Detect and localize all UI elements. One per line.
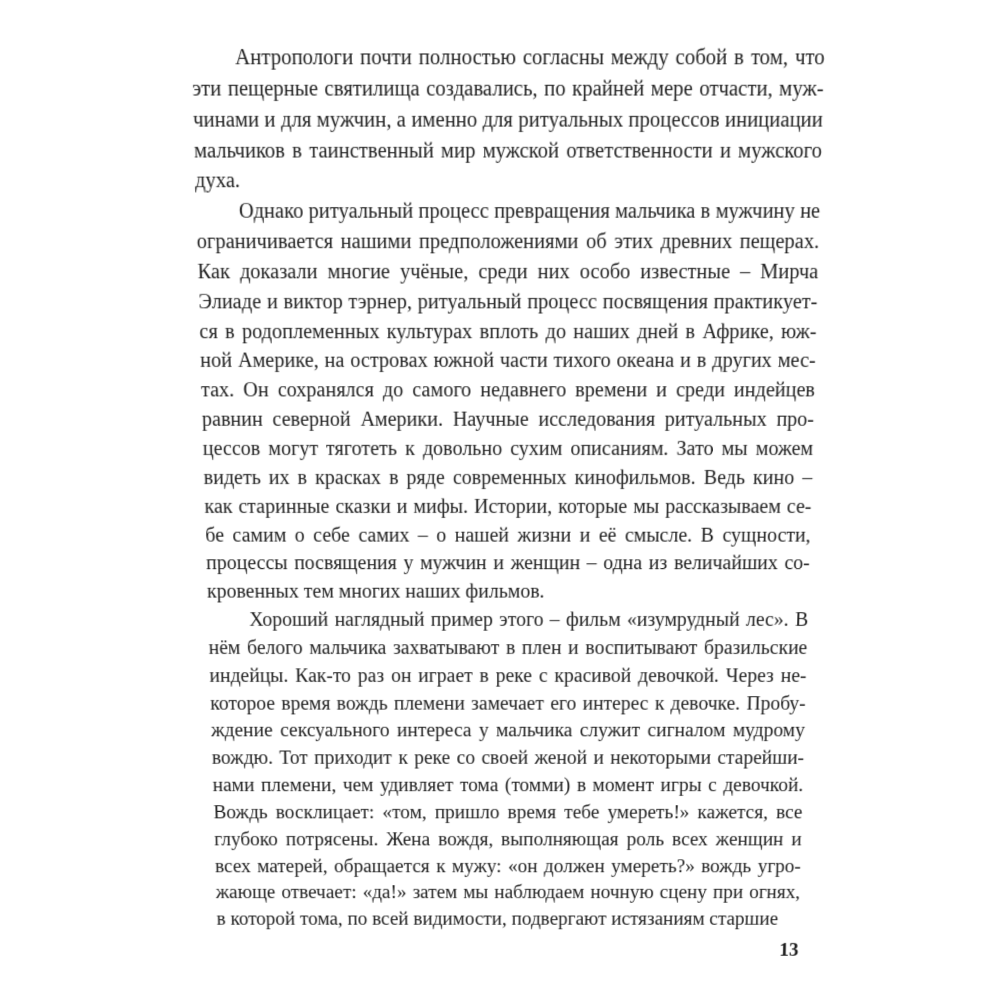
text-line: Элиаде и виктор тэрнер, ритуальный процесс посвящения практикует- [198, 290, 818, 314]
text-line: Антропологи почти полностью согласны между собой в том, что [234, 45, 826, 70]
text-line: нами племени, чем удивляет тома (томми) в момент игры с девочкой. [212, 775, 804, 796]
text-line: ждение сексуального интереса у мальчика служит сигналом мудрому [210, 720, 806, 742]
text-line: ся в родоплеменных культурах вплоть до наших дней в Африке, юж- [199, 320, 817, 343]
paragraph [207, 606, 808, 933]
text-line: равнин северной Америки. Научные исследования ритуальных про- [201, 408, 815, 431]
text-line: всех матерей, обращается к мужу: «он должен умереть?» вождь угро- [214, 856, 802, 877]
text-line: тах. Он сохранялся до самого недавнего времени и среди индейцев [200, 379, 816, 402]
text-line: чинами и для мужчин, а именно для ритуальных процессов инициации [192, 108, 824, 132]
text-line: цессов могут тяготеть к довольно сухим описаниям. Зато мы можем [202, 437, 814, 460]
text-line: духа. [194, 169, 241, 193]
text-line: Однако ритуальный процесс превращения мальчика в мужчину не [238, 200, 821, 224]
text-line: в которой тома, по всей видимости, подвергают истязаниям старшие [216, 909, 779, 930]
text-line: Вождь восклицает: «том, пришло время тебе умереть!» кажется, все [213, 802, 803, 823]
paragraphs-container [191, 43, 825, 933]
page-text-block [191, 43, 825, 966]
text-line: процессы посвящения у мужчин и женщин – одна из величайших со- [205, 552, 811, 575]
text-line: бе самим о себе самих – о нашей жизни и её смысле. В сущности, [205, 524, 811, 547]
paragraph [191, 43, 825, 197]
text-line: видеть их в красках в ряде современных кинофильмов. Ведь кино – [203, 466, 813, 489]
text-line: которое время вождь племени замечает его интерес к девочке. Пробу- [209, 692, 807, 714]
text-line: глубоко потрясены. Жена вождя, выполняющая роль всех женщин и [213, 829, 803, 850]
text-line: нём белого мальчика захватывают в плен и воспитывают бразильские [208, 637, 808, 659]
text-line: Хороший наглядный пример этого – фильм «изумрудный лес». В [249, 609, 809, 631]
text-line: жающе отвечает: «да!» затем мы наблюдаем ночную сцену при огнях, [215, 882, 801, 904]
text-line: мальчиков в таинственный мир мужской ответственности и мужского [193, 138, 823, 163]
text-line: индейцы. Как-то раз он играет в реке с красивой девочкой. Через не- [209, 665, 807, 687]
text-line: ной Америке, на островах южной части тихого океана и в других мес- [199, 349, 817, 373]
text-line: как старинные сказки и мифы. Истории, которые мы рассказываем се- [204, 495, 812, 518]
text-line: кровенных тем многих наших фильмов. [206, 581, 545, 603]
text-line: вождю. Тот приходит к реке со своей женой и некоторыми старейши- [211, 747, 805, 769]
text-line: ограничивается нашими предположениями об этих древних пещерах. [196, 230, 820, 254]
text-line: Как доказали многие учёные, среди них особо известные – Мирча [197, 260, 819, 284]
paragraph [195, 197, 820, 606]
page-number: 13 [779, 940, 799, 961]
text-line: эти пещерные святилища создавались, по крайней мере отчасти, муж- [191, 77, 825, 101]
